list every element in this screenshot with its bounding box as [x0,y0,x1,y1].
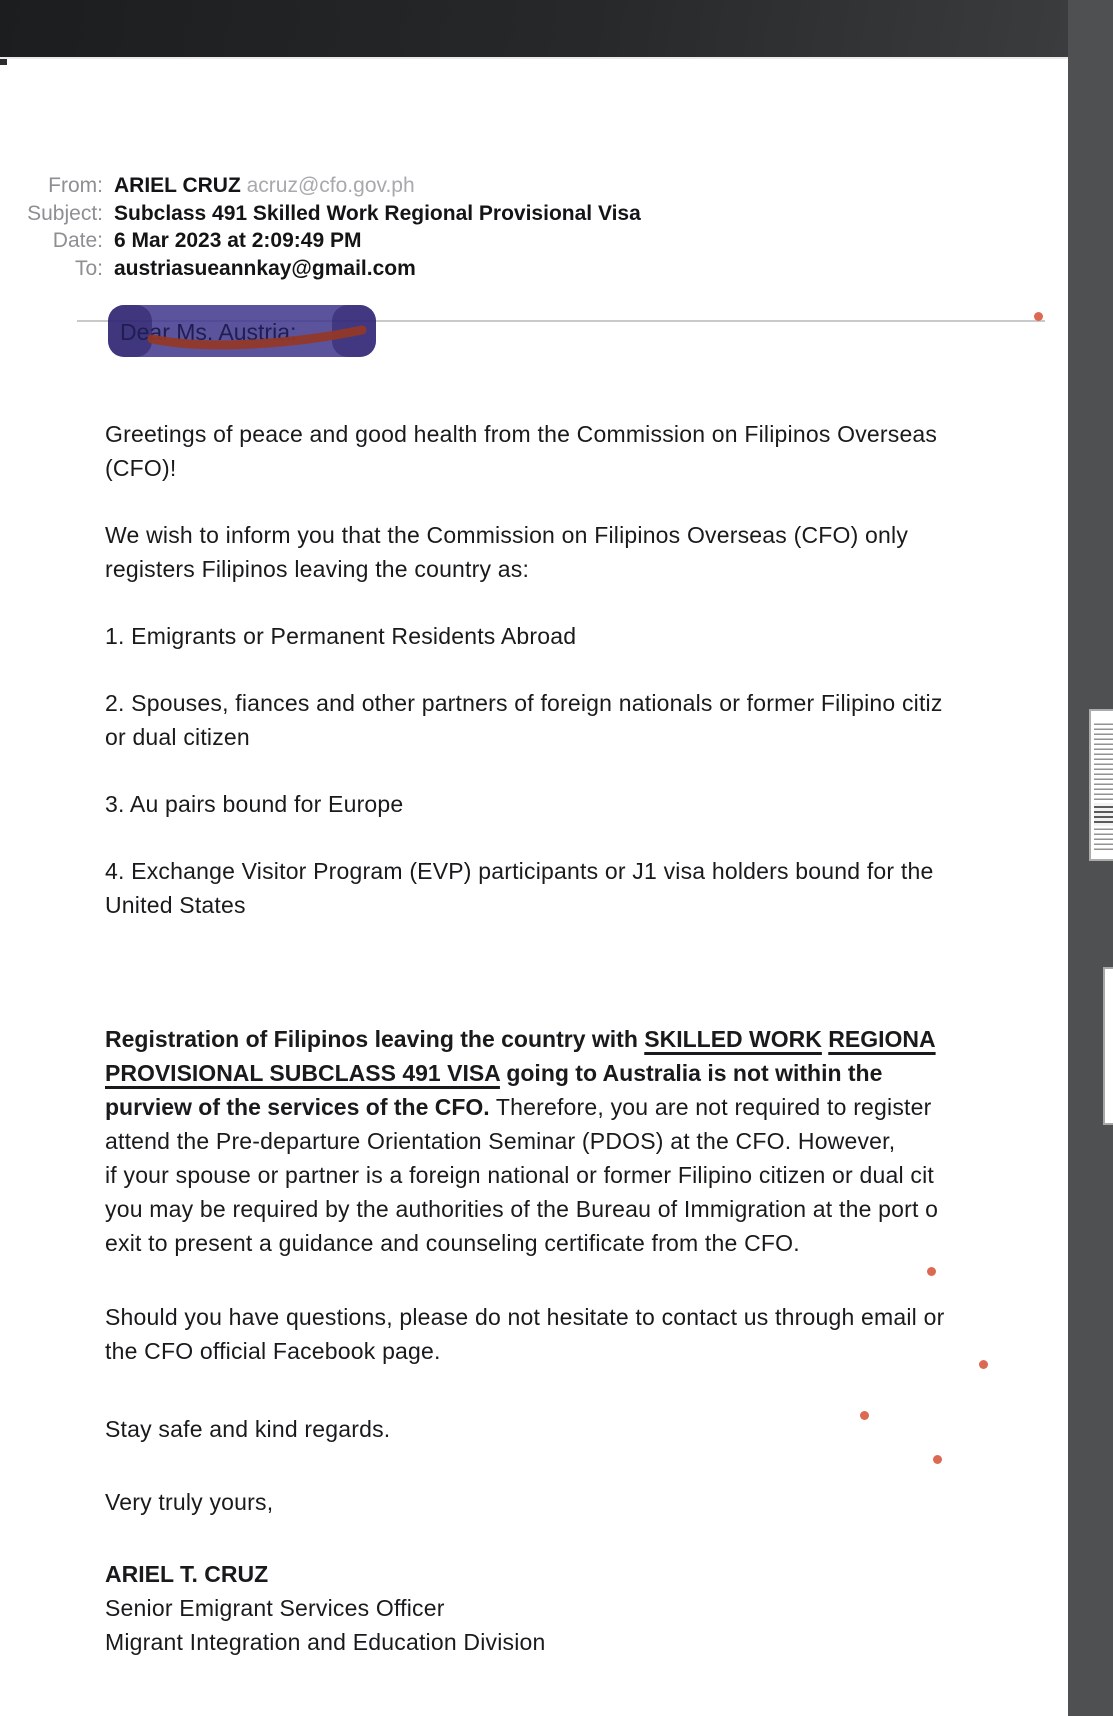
header-row-date [0,227,1000,255]
text-run: Migrant Integration and Education Division [105,1629,546,1655]
questions-paragraph-line [105,1300,944,1334]
registration-paragraph-line [105,1192,938,1226]
header-row-to [0,255,1000,283]
text-run: purview of the services of the CFO. [105,1094,490,1120]
header-row-subject [0,200,1000,228]
text-run: Greetings of peace and good health from the Commission on Filipinos Overseas [105,421,938,447]
header-value [114,200,641,228]
registration-paragraph-line [105,1022,936,1056]
thumbnail-sidebar [1068,0,1113,1716]
page-thumbnail-1-bold-section [1094,803,1113,827]
text-run: 2. Spouses, fiances and other partners of foreign nationals or former Filipino citiz [105,690,943,716]
header-value [114,255,416,283]
questions-paragraph-line [105,1334,441,1368]
list-item-3-line [105,787,403,821]
highlight-cap-right [332,305,376,357]
text-run: ARIEL T. CRUZ [105,1561,269,1587]
registration-paragraph-line [105,1124,895,1158]
text-run: exit to present a guidance and counseling certificate from the CFO. [105,1230,800,1256]
text-run: going to Australia is not within the [499,1060,883,1086]
header-value [114,172,415,200]
header-value-part: ARIEL CRUZ [114,174,247,197]
list-item-1-line [105,619,576,653]
text-run: Registration of Filipinos leaving the country with [105,1026,645,1052]
page-thumbnail-1[interactable] [1089,709,1113,861]
email-header [0,172,1000,282]
salutation-text: Dear Ms. Austria: [120,319,297,345]
text-run: you may be required by the authorities of the Bureau of Immigration at the port o [105,1196,939,1222]
list-item-4-line [105,854,933,888]
valediction-paragraph-line [105,1485,273,1519]
list-item-4-line [105,888,246,922]
greeting-paragraph-line [105,417,937,451]
greeting-paragraph-line [105,451,176,485]
header-value [114,227,361,255]
page-thumbnail-1-preview [1094,720,1113,851]
closing-paragraph-line [105,1412,390,1446]
text-run: 1. Emigrants or Permanent Residents Abroad [105,623,577,649]
registration-paragraph-line [105,1158,934,1192]
text-run: (CFO)! [105,455,177,481]
annotation-dot [979,1360,988,1369]
text-run: Stay safe and kind regards. [105,1416,391,1442]
text-run: or dual citizen [105,724,250,750]
header-label: Subject: [27,201,103,225]
text-run: REGIONA [828,1026,936,1052]
text-run: SKILLED WORK [644,1026,822,1052]
text-run: if your spouse or partner is a foreign national or former Filipino citizen or dual cit [105,1162,934,1188]
header-value-part: austriasueannkay@gmail.com [114,256,416,280]
text-run: PROVISIONAL SUBCLASS 491 VISA [105,1060,500,1086]
header-label: From: [48,174,103,197]
header-label: To: [74,256,103,280]
signature-block-line [105,1591,445,1625]
text-run: attend the Pre-departure Orientation Seminar (PDOS) at the CFO. However, [105,1128,896,1154]
window-top-bar [0,0,1068,57]
page-thumbnail-2[interactable] [1103,967,1113,1125]
email-page [0,57,1068,1716]
intro-paragraph-line [105,552,529,586]
list-item-2-line [105,686,943,720]
header-value-part: acruz@cfo.gov.ph [246,174,415,197]
text-run: We wish to inform you that the Commission on Filipinos Overseas (CFO) only [105,522,909,548]
list-item-2-line [105,720,250,754]
text-run: registers Filipinos leaving the country as: [105,556,530,582]
text-run: Very truly yours, [105,1489,274,1515]
text-run: United States [105,892,246,918]
header-value-part: Subclass 491 Skilled Work Regional Provisional Visa [114,201,641,225]
registration-paragraph-line [105,1090,931,1124]
text-run: 4. Exchange Visitor Program (EVP) participants or J1 visa holders bound for the [105,858,934,884]
annotation-dot [927,1267,936,1276]
intro-paragraph-line [105,518,908,552]
header-row-from [0,172,1000,200]
corner-notch [0,59,7,65]
text-run: Therefore, you are not required to register [489,1094,932,1120]
highlight-marker [108,305,376,357]
signature-block-line [105,1625,546,1659]
annotation-dot [860,1411,869,1420]
text-run: 3. Au pairs bound for Europe [105,791,404,817]
registration-paragraph-line [105,1226,800,1260]
annotation-dot [933,1455,942,1464]
text-run: Senior Emigrant Services Officer [105,1595,445,1621]
annotation-dot [1034,312,1043,321]
text-run: Should you have questions, please do not hesitate to contact us through email or [105,1304,945,1330]
signature-block-line [105,1557,268,1591]
header-value-part: 6 Mar 2023 at 2:09:49 PM [114,229,362,252]
header-label: Date: [52,229,103,252]
text-run: the CFO official Facebook page. [105,1338,441,1364]
registration-paragraph-line [105,1056,882,1090]
